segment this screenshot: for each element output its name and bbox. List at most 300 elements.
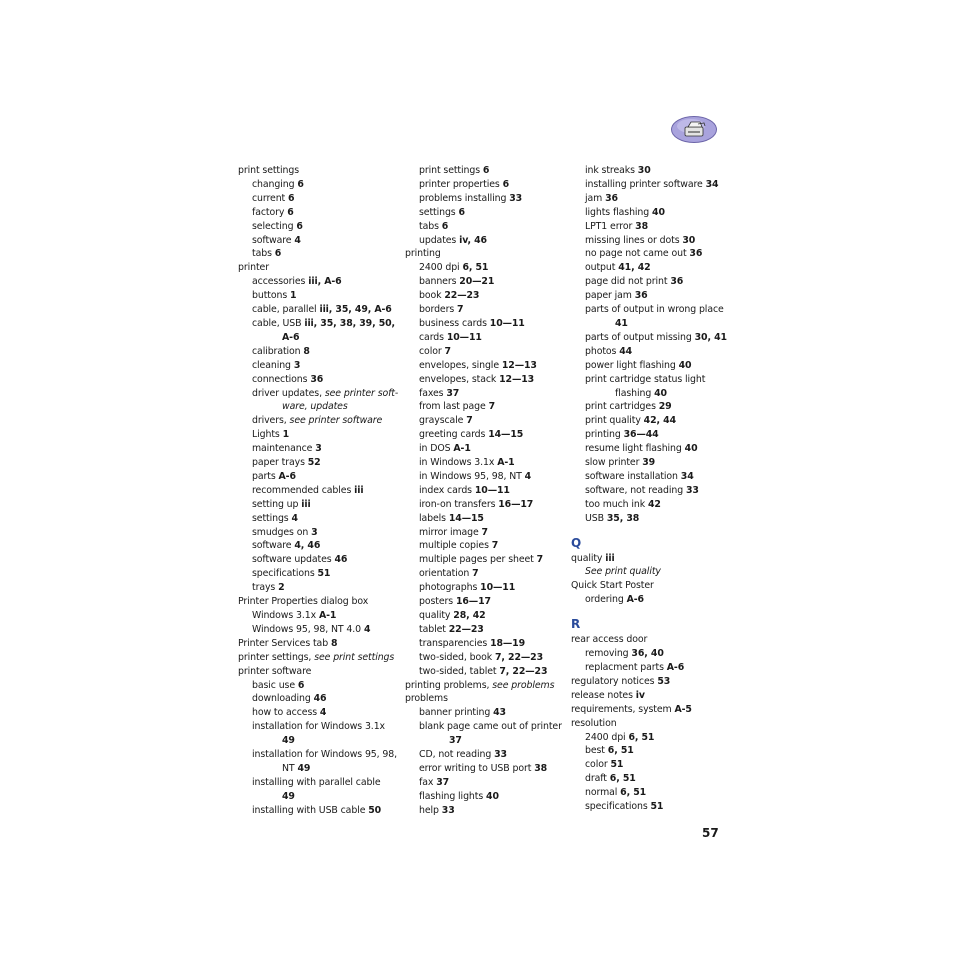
index-entry [405,289,575,303]
index-term: trays [252,582,276,594]
index-term: page did not print [585,276,668,288]
index-page-ref: 33 [685,484,699,496]
index-entry [238,220,408,234]
index-page-ref: 4 [319,707,327,719]
index-page-ref: 7 [536,554,544,566]
index-entry [405,178,575,192]
index-page-ref: 34 [705,178,719,190]
index-entry [405,414,575,428]
index-entry [571,164,741,178]
index-term: posters [419,596,454,608]
index-term: business cards [419,317,487,329]
index-entry [405,261,575,275]
index-page-ref: A-5 [674,703,692,715]
index-entry [571,317,741,331]
index-term: transparencies [419,637,488,649]
index-term: lights flashing [585,206,650,218]
index-page-ref: 37 [446,387,460,399]
index-entry [238,720,408,734]
index-entry [571,303,741,317]
index-page-ref: 36—44 [623,429,659,441]
index-page-ref: 2 [278,582,285,594]
index-term: settings [252,512,289,524]
index-see-reference: see printer soft- [324,387,399,399]
index-entry [405,665,575,679]
index-entry [571,206,741,220]
index-column-2 [405,164,575,818]
index-term: print settings [419,165,480,176]
index-page-ref: 6 [441,220,449,232]
index-page-ref: iv, 46 [459,234,487,246]
index-term: banners [419,276,457,288]
index-entry [405,609,575,623]
index-page-ref: 10—11 [489,317,525,329]
index-entry [238,303,408,317]
index-page-ref: 33 [509,192,523,204]
index-page-ref: 14—15 [448,512,484,524]
index-entry [405,470,575,484]
index-entry [405,720,575,734]
index-entry [405,498,575,512]
index-page-ref: 8 [330,637,338,649]
index-page-ref: 30, 41 [694,331,727,343]
index-entry [238,567,408,581]
index-term: tablet [419,623,446,635]
index-page-ref: 37 [436,776,450,788]
index-page-ref: 10—11 [474,484,510,496]
index-entry [238,734,408,748]
index-page-ref: 22—23 [444,290,480,302]
index-term: output [585,262,616,274]
index-term: in DOS [419,443,451,455]
index-term: multiple copies [419,540,489,552]
index-page-ref: 51 [650,801,664,813]
index-term: missing lines or dots [585,234,680,246]
index-term: resume light flashing [585,443,682,455]
index-see-reference: ware, updates [282,401,348,413]
index-entry [238,442,408,456]
index-entry [405,581,575,595]
index-page-ref: 44 [619,345,633,357]
index-entry [405,512,575,526]
index-entry [405,220,575,234]
index-entry [405,748,575,762]
index-entry [238,400,408,414]
index-entry [238,234,408,248]
index-page-ref: 6, 51 [607,745,634,757]
index-entry [571,675,741,689]
index-term: fax [419,776,434,788]
index-term: index cards [419,484,472,496]
index-term: rear access door [571,634,648,646]
index-term: specifications [585,801,648,813]
index-term: tabs [252,248,272,260]
index-term: two-sided, book [419,651,493,663]
index-entry [571,428,741,442]
index-entry [405,373,575,387]
index-entry [571,192,741,206]
index-term: software updates [252,554,332,566]
index-term: print cartridges [585,401,656,413]
index-term: print settings [238,165,299,176]
index-page-ref: 4 [524,470,532,482]
index-page-ref: iv [635,689,645,701]
index-entry [571,731,741,745]
index-entry [405,679,575,693]
index-entry [405,734,575,748]
index-entry [571,786,741,800]
printer-logo-icon [671,116,717,143]
index-page-ref: 42, 44 [643,415,676,427]
index-term: software installation [585,470,678,482]
index-term: printing problems, [405,679,490,691]
index-term: in Windows 95, 98, NT [419,470,522,482]
index-page-ref: 6 [288,192,295,204]
index-entry [405,345,575,359]
index-entry [238,414,408,428]
index-term: book [419,290,442,302]
index-entry [238,470,408,484]
index-page-ref: 7 [466,415,473,427]
index-entry [405,359,575,373]
index-page-ref: 29 [658,401,672,413]
index-page-ref: 41 [615,317,628,329]
index-term: ink streaks [585,165,635,176]
index-entry [571,633,741,647]
index-entry [238,776,408,790]
index-term: factory [252,206,285,218]
index-page-ref: 7, 22—23 [495,651,544,663]
index-page-ref: 6, 51 [462,262,489,274]
index-entry [405,539,575,553]
index-term: changing [252,178,295,190]
index-entry [571,772,741,786]
index-entry [405,790,575,804]
index-page-ref: 43 [493,707,506,719]
index-term: CD, not reading [419,749,492,761]
index-term: calibration [252,345,301,357]
index-entry [571,331,741,345]
index-term: flashing lights [419,790,484,802]
index-page-ref: 34 [680,470,694,482]
index-entry [405,275,575,289]
index-entry [405,317,575,331]
index-entry [571,345,741,359]
index-page-ref: 10—11 [480,582,516,594]
index-term: paper trays [252,457,305,469]
index-page-ref: 36 [605,192,618,204]
index-entry [405,762,575,776]
index-page-ref: A-6 [666,662,685,673]
index-page-ref: 6 [297,178,304,190]
index-entry [405,234,575,248]
index-term: problems [405,693,448,705]
index-page-ref: 53 [657,675,671,687]
index-page-ref: 38 [635,220,648,232]
index-entry [405,400,575,414]
index-entry [571,512,741,526]
index-term: Lights [252,429,280,441]
index-page-ref: 7 [481,526,488,538]
index-term: software [252,540,292,552]
index-page-ref: 6 [482,165,490,176]
index-term: 2400 dpi [419,262,460,274]
index-term: flashing [615,387,652,399]
index-entry [571,758,741,772]
index-page-ref: 36 [310,373,324,385]
index-entry [238,373,408,387]
index-entry [238,706,408,720]
index-entry [405,303,575,317]
index-entry [238,651,408,665]
index-term: selecting [252,220,294,232]
index-entry [238,637,408,651]
index-entry [238,192,408,206]
index-term: too much ink [585,498,646,510]
index-entry [238,553,408,567]
index-column-3 [571,164,741,814]
index-page-ref: 40 [684,443,698,455]
index-term: removing [585,648,629,660]
index-entry [405,456,575,470]
index-entry [238,345,408,359]
index-term: labels [419,512,446,524]
index-page-ref: 46 [334,554,348,566]
index-entry [405,247,575,261]
index-term: installing printer software [585,178,703,190]
index-term: best [585,745,605,757]
index-page-ref: 40 [486,790,499,802]
index-term: mirror image [419,526,479,538]
index-term: replacment parts [585,662,664,673]
index-term: normal [585,787,618,799]
index-page-ref: 7 [472,568,479,580]
index-entry [238,804,408,818]
index-term: greeting cards [419,429,486,441]
index-entry [571,470,741,484]
index-entry [238,247,408,261]
index-term: printer settings, [238,651,312,663]
index-entry [571,565,741,579]
index-see-reference: see print settings [314,651,395,663]
index-entry [405,706,575,720]
index-term: regulatory notices [571,675,655,687]
index-page-ref: 6 [502,178,509,190]
index-term: cable, USB [252,317,302,329]
index-page-ref: 8 [303,345,310,357]
index-page-ref: 10—11 [446,331,482,343]
index-term: cleaning [252,359,291,371]
index-page-ref: 28, 42 [453,610,486,621]
index-term: accessories [252,276,306,288]
index-entry [571,387,741,401]
index-entry [405,776,575,790]
index-entry [405,623,575,637]
index-page-ref: 3 [311,526,318,538]
index-term: Quick Start Poster [571,580,654,592]
index-entry [571,703,741,717]
index-term: parts of output in wrong place [585,304,724,316]
index-entry [238,178,408,192]
index-page-ref: 4 [363,623,371,635]
page-number: 57 [702,826,719,840]
index-page-ref: 40 [652,206,665,218]
index-term: in Windows 3.1x [419,457,495,469]
index-entry [405,442,575,456]
index-column-1 [238,164,408,818]
index-entry [238,539,408,553]
index-term: buttons [252,290,288,302]
index-term: error writing to USB port [419,762,532,774]
index-page-ref: 6 [297,679,305,691]
index-entry [238,762,408,776]
index-page-ref: 3 [315,443,322,455]
index-entry [238,581,408,595]
index-entry [238,692,408,706]
index-term: installing with USB cable [252,804,366,816]
index-entry [238,428,408,442]
index-term: photos [585,345,617,357]
index-term: jam [585,192,603,204]
index-term: problems installing [419,192,507,204]
index-term: borders [419,304,455,316]
index-page-ref: 51 [610,759,624,771]
index-term: banner printing [419,707,491,719]
index-page-ref: 1 [290,290,297,302]
index-term: grayscale [419,415,464,427]
index-entry [405,428,575,442]
index-term: software, not reading [585,484,684,496]
index-term: settings [419,206,456,218]
index-entry [405,484,575,498]
index-entry [571,593,741,607]
index-entry [405,526,575,540]
index-entry [571,261,741,275]
index-term: printing [405,248,441,260]
index-entry [238,331,408,345]
index-page-ref: 30 [637,165,651,176]
index-term: two-sided, tablet [419,665,497,677]
index-page-ref: 4 [294,234,301,246]
index-page-ref: 52 [307,457,321,469]
index-entry [238,206,408,220]
index-entry [571,498,741,512]
index-page-ref: 36 [634,290,648,302]
index-term: cards [419,331,444,343]
index-term: print quality [585,415,641,427]
index-term: multiple pages per sheet [419,554,534,566]
index-page-ref: 36 [689,248,703,260]
index-page-ref: 3 [293,359,301,371]
index-page-ref: 42 [647,498,661,510]
index-term: from last page [419,401,486,413]
index-entry [238,665,408,679]
index-term: installing with parallel cable [252,776,381,788]
index-page-ref: 49 [282,735,295,747]
index-page-ref: 20—21 [459,276,495,288]
index-entry [405,692,575,706]
index-page-ref: iii, A-6 [308,276,342,288]
index-entry [571,456,741,470]
index-term: maintenance [252,443,313,455]
index-page-ref: 33 [494,749,507,761]
index-term: paper jam [585,290,632,302]
index-entry [405,192,575,206]
index-term: NT [282,762,295,774]
index-entry [571,247,741,261]
index-entry [571,552,741,566]
index-page-ref: 6, 51 [628,731,655,743]
index-term: driver updates, [252,387,322,399]
index-page-ref: A-6 [626,594,644,606]
index-page-ref: 1 [282,429,290,441]
index-entry [238,595,408,609]
index-entry [238,456,408,470]
index-entry [571,359,741,373]
index-see-reference: see problems [492,679,555,691]
index-page-ref: 36, 40 [631,648,664,660]
index-entry [571,275,741,289]
index-term: parts [252,470,276,482]
index-page-ref: 40 [654,387,667,399]
index-entry [571,689,741,703]
index-term: cable, parallel [252,304,317,316]
index-entry [238,498,408,512]
index-entry [405,164,575,178]
index-page-ref: 7 [491,540,499,552]
index-section-letter: Q [571,535,582,550]
index-page-ref: 16—17 [498,498,534,510]
index-term: Windows 3.1x [252,610,317,621]
index-entry [571,414,741,428]
index-term: printer software [238,665,312,677]
index-term: downloading [252,693,311,705]
index-term: quality [571,552,603,564]
index-page-ref: 49 [297,762,311,774]
index-entry [238,275,408,289]
index-page-ref: 16—17 [455,596,491,608]
index-entry [238,748,408,762]
index-entry [238,289,408,303]
index-term: installation for Windows 95, 98, [252,749,398,761]
index-page-ref: 39 [642,457,656,469]
index-term: print cartridge status light [585,373,706,385]
index-term: LPT1 error [585,220,633,232]
index-entry [405,637,575,651]
index-entry [571,400,741,414]
index-entry [238,623,408,637]
index-page-ref: 6 [296,220,303,232]
index-entry [238,359,408,373]
index-page-ref: 6 [274,248,282,260]
index-page-ref: 4, 46 [294,540,321,552]
index-entry [571,178,741,192]
index-term: specifications [252,568,315,580]
index-term: updates [419,234,457,246]
index-term: printer [238,262,269,274]
index-entry [238,164,408,178]
index-page-ref: A-1 [318,610,337,621]
index-page-ref: 46 [313,693,327,705]
index-term: setting up [252,498,299,510]
index-entry [571,220,741,234]
index-entry [405,651,575,665]
index-term: current [252,192,286,204]
index-page-ref: 6, 51 [609,773,636,785]
index-entry [238,512,408,526]
index-term: power light flashing [585,359,676,371]
index-page-ref: 36 [670,276,684,288]
